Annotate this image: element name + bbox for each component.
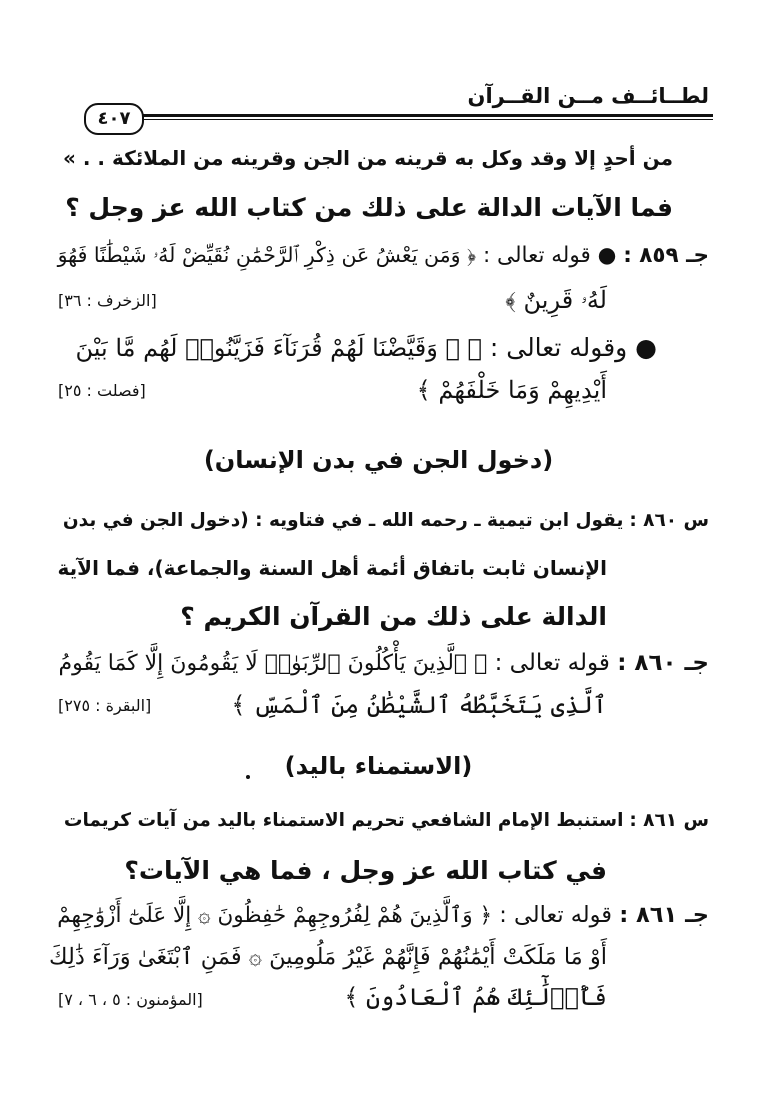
section-heading: (دخول الجن في بدن الإنسان) — [203, 446, 554, 474]
answer-861-line-1 — [50, 902, 709, 928]
question-label: س ٨٦١ : — [629, 810, 709, 831]
answer-860-line-1 — [50, 650, 709, 676]
section-heading: (الاستمناء باليد) — [284, 752, 473, 780]
verse-intro: قوله تعالى : — [499, 902, 613, 928]
quran-verse: ٱلَّذِى يَتَخَبَّطُهُ ٱلشَّيْطَٰنُ مِنَ ٱلْمَسِّ ﴾ — [231, 691, 607, 719]
intro-line-1: من أحدٍ إلا وقد وكل به قرينه من الجن وقرينه من الملائكة . . » — [62, 146, 673, 170]
verse-reference: [البقرة : ٢٧٥] — [58, 696, 152, 715]
answer-861-line-2 — [50, 942, 607, 970]
page-number: ٤٠٧ — [84, 103, 144, 135]
header-rule-thin — [140, 119, 713, 120]
verse-reference: [الزخرف : ٣٦] — [58, 291, 157, 310]
running-title: لطــائــف مــن القــرآن — [467, 84, 709, 108]
stray-dot — [246, 775, 250, 779]
verse-intro: ● وقوله تعالى : — [489, 333, 657, 362]
quran-verse: ﴿ وَمَن يَعْشُ عَن ذِكْرِ ٱلرَّحْمَٰنِ نُقَيِّضْ لَهُۥ شَيْطَٰنًا فَهُوَ — [57, 243, 477, 267]
intro-line-2: فما الآيات الدالة على ذلك من كتاب الله عز وجل ؟ — [65, 193, 673, 222]
quran-verse: فَأُو۟لَٰٓئِكَ هُمُ ٱلْعَادُونَ ﴾ — [344, 983, 607, 1011]
header-rule — [140, 114, 713, 117]
question-861-line-1 — [50, 810, 709, 831]
answer-859-line-1 — [50, 243, 709, 268]
answer-label: جـ ٨٦١ : — [619, 902, 709, 928]
quran-verse: ﴿ ۞ وَقَيَّضْنَا لَهُمْ قُرَنَآءَ فَزَيَّنُوا۟ لَهُم مَّا بَيْنَ — [75, 334, 482, 362]
question-label: س ٨٦٠ : — [629, 510, 709, 531]
quran-verse: لَهُۥ قَرِينٌ ﴾ — [505, 286, 607, 314]
verse-intro: قوله تعالى : — [494, 650, 610, 676]
question-860-line-1 — [50, 510, 709, 531]
answer-label: جـ ٨٦٠ : — [617, 650, 709, 676]
verse-reference: [المؤمنون : ٥ ، ٦ ، ٧] — [58, 990, 203, 1009]
verse-intro: ● قوله تعالى : — [482, 243, 617, 268]
question-860-line-2: الإنسان ثابت باتفاق أئمة أهل السنة والجماعة)، فما الآية — [57, 556, 607, 580]
question-860-line-3: الدالة على ذلك من القرآن الكريم ؟ — [180, 602, 607, 631]
quran-verse: ﴿ ٱلَّذِينَ يَأْكُلُونَ ٱلرِّبَوٰا۟ لَا يَقُومُونَ إِلَّا كَمَا يَقُومُ — [58, 651, 488, 676]
question-text: يقول ابن تيمية ـ رحمه الله ـ في فتاويه : (دخول الجن في بدن — [62, 510, 624, 531]
question-text: استنبط الإمام الشافعي تحريم الاستمناء باليد من آيات كريمات — [63, 810, 624, 831]
answer-859-line-3 — [50, 333, 657, 362]
quran-verse: أَيْدِيهِمْ وَمَا خَلْفَهُمْ ﴾ — [416, 376, 607, 404]
quran-verse: أَوْ مَا مَلَكَتْ أَيْمَٰنُهُمْ فَإِنَّهُمْ غَيْرُ مَلُومِينَ ۞ فَمَنِ ٱبْتَغَىٰ وَرَآءَ ذَٰلِكَ — [49, 944, 607, 970]
question-861-line-2: في كتاب الله عز وجل ، فما هي الآيات؟ — [124, 856, 607, 885]
verse-reference: [فصلت : ٢٥] — [58, 381, 146, 400]
quran-verse: ﴿ وَٱلَّذِينَ هُمْ لِفُرُوجِهِمْ حَٰفِظُونَ ۞ إِلَّا عَلَىٰٓ أَزْوَٰجِهِمْ — [57, 903, 493, 928]
answer-label: جـ ٨٥٩ : — [623, 243, 709, 268]
